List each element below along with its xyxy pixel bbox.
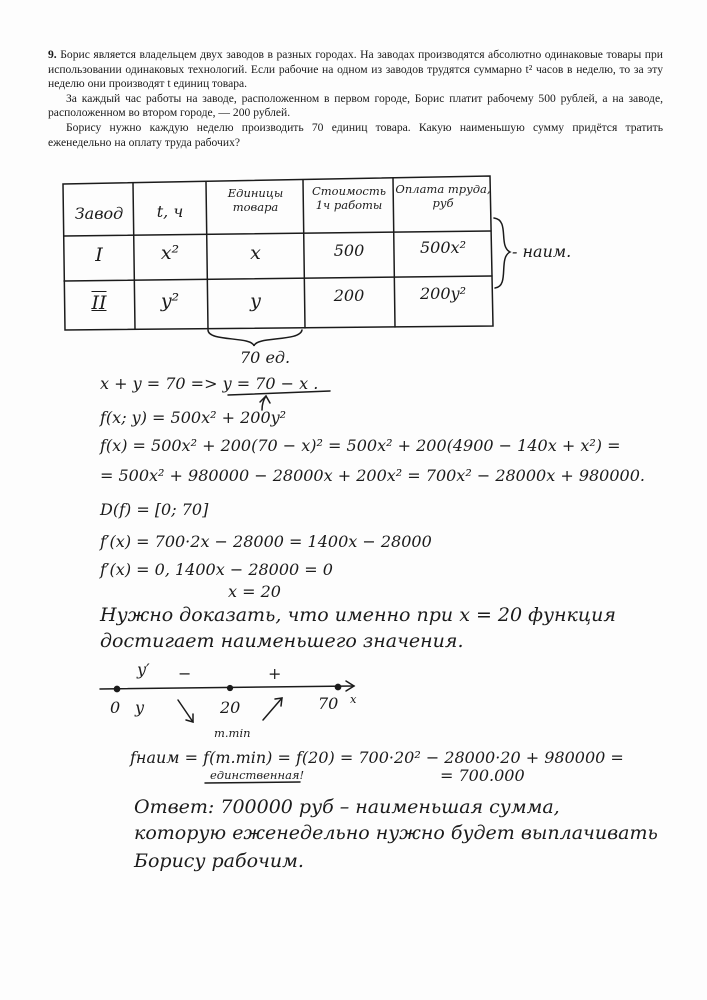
point-twenty bbox=[228, 686, 233, 691]
table-header-units: Единицы товара bbox=[227, 186, 284, 214]
point-zero bbox=[114, 686, 119, 691]
point-seventy bbox=[335, 684, 340, 689]
fmin-result: = 700.000 bbox=[440, 766, 525, 785]
table-cell-pay-2: 200y² bbox=[420, 284, 466, 303]
solution-line-3: f(x) = 500x² + 200(70 − x)² = 500x² + 200(4900 − 140x + x²) = bbox=[100, 436, 621, 455]
table-row-line-2 bbox=[64, 276, 492, 281]
solution-line-6: f′(x) = 700·2x − 28000 = 1400x − 28000 bbox=[100, 532, 432, 551]
note-line-2: достигает наименьшего значения. bbox=[100, 630, 464, 652]
number-line-zero: 0 bbox=[110, 698, 121, 717]
table-cell-units-1: x bbox=[250, 242, 261, 264]
arrow-increasing bbox=[263, 698, 282, 720]
note-line-1: Нужно доказать, что именно при x = 20 функция bbox=[100, 604, 616, 626]
table-cell-time-2: y² bbox=[160, 290, 180, 312]
table-header-cost: Стоимость 1ч работы bbox=[311, 184, 387, 212]
table-cell-factory-2: II bbox=[91, 292, 107, 314]
fmin-unique-note: единственная! bbox=[210, 768, 305, 782]
table-header-pay: Оплата труда, руб bbox=[395, 182, 491, 210]
bottom-brace bbox=[208, 330, 302, 346]
answer-line-2: которую еженедельно нужно будет выплачивать bbox=[134, 822, 658, 844]
table-cell-cost-2: 200 bbox=[333, 286, 365, 305]
problem-paragraph-1: Борис является владельцем двух заводов в разных городах. На заводах производятся абсолютно одинаковые товары при использовании одинаковых технологий. Если рабочие на одном из заводов трудятся суммарно t² часов в неделю, то за эту неделю они производят t единиц товара. bbox=[48, 48, 663, 91]
solution-line-8: x = 20 bbox=[228, 582, 281, 601]
number-line-x: x bbox=[350, 692, 357, 706]
answer-line-1: Ответ: 700000 руб – наименьшая сумма, bbox=[134, 796, 560, 818]
answer-line-3: Борису рабочим. bbox=[134, 850, 304, 872]
table-cell-cost-1: 500 bbox=[333, 241, 365, 260]
table-row-line-1 bbox=[64, 231, 491, 236]
right-brace bbox=[494, 218, 510, 288]
number-line-sign-plus: + bbox=[268, 664, 282, 683]
fmin-line: fнаим = f(m.min) = f(20) = 700·20² − 28000·20 + 980000 = bbox=[130, 748, 624, 767]
solution-line-5: D(f) = [0; 70] bbox=[100, 500, 209, 519]
problem-paragraph-2: За каждый час работы на заводе, расположенном в первом городе, Борис платит рабочему 500 рублей, а на заводе, расположенном во втором городе, — 200 рублей. bbox=[48, 91, 663, 120]
table-cell-units-2: y bbox=[250, 290, 261, 312]
solution-line-7: f′(x) = 0, 1400x − 28000 = 0 bbox=[100, 560, 333, 579]
number-line-min-label: m.min bbox=[214, 726, 251, 740]
number-line-twenty: 20 bbox=[220, 698, 241, 717]
number-line-sign-minus: − bbox=[178, 664, 192, 683]
number-line-seventy: 70 bbox=[318, 694, 339, 713]
table-cell-factory-1: I bbox=[95, 244, 103, 266]
table-header-zavod: Завод bbox=[74, 204, 124, 223]
brace-label-min: - наим. bbox=[512, 242, 572, 261]
number-line-fprime-label: y′ bbox=[137, 660, 150, 679]
table-cell-pay-1: 500x² bbox=[420, 238, 466, 257]
solution-line-2: f(x; y) = 500x² + 200y² bbox=[100, 408, 287, 427]
brace-label-70-units: 70 ед. bbox=[240, 348, 291, 367]
table-header-time: t, ч bbox=[156, 202, 184, 221]
solution-line-4: = 500x² + 980000 − 28000x + 200x² = 700x² − 28000x + 980000. bbox=[100, 466, 645, 485]
problem-number: 9. bbox=[48, 48, 57, 61]
arrow-decreasing bbox=[178, 700, 193, 722]
problem-paragraph-3: Борису нужно каждую неделю производить 70 единиц товара. Какую наименьшую сумму придётся тратить еженедельно на оплату труда рабочих? bbox=[48, 120, 663, 149]
number-line-y: y bbox=[135, 698, 145, 717]
table-cell-time-1: x² bbox=[160, 242, 180, 264]
solution-line-1: x + y = 70 => y = 70 − x . bbox=[100, 374, 319, 393]
